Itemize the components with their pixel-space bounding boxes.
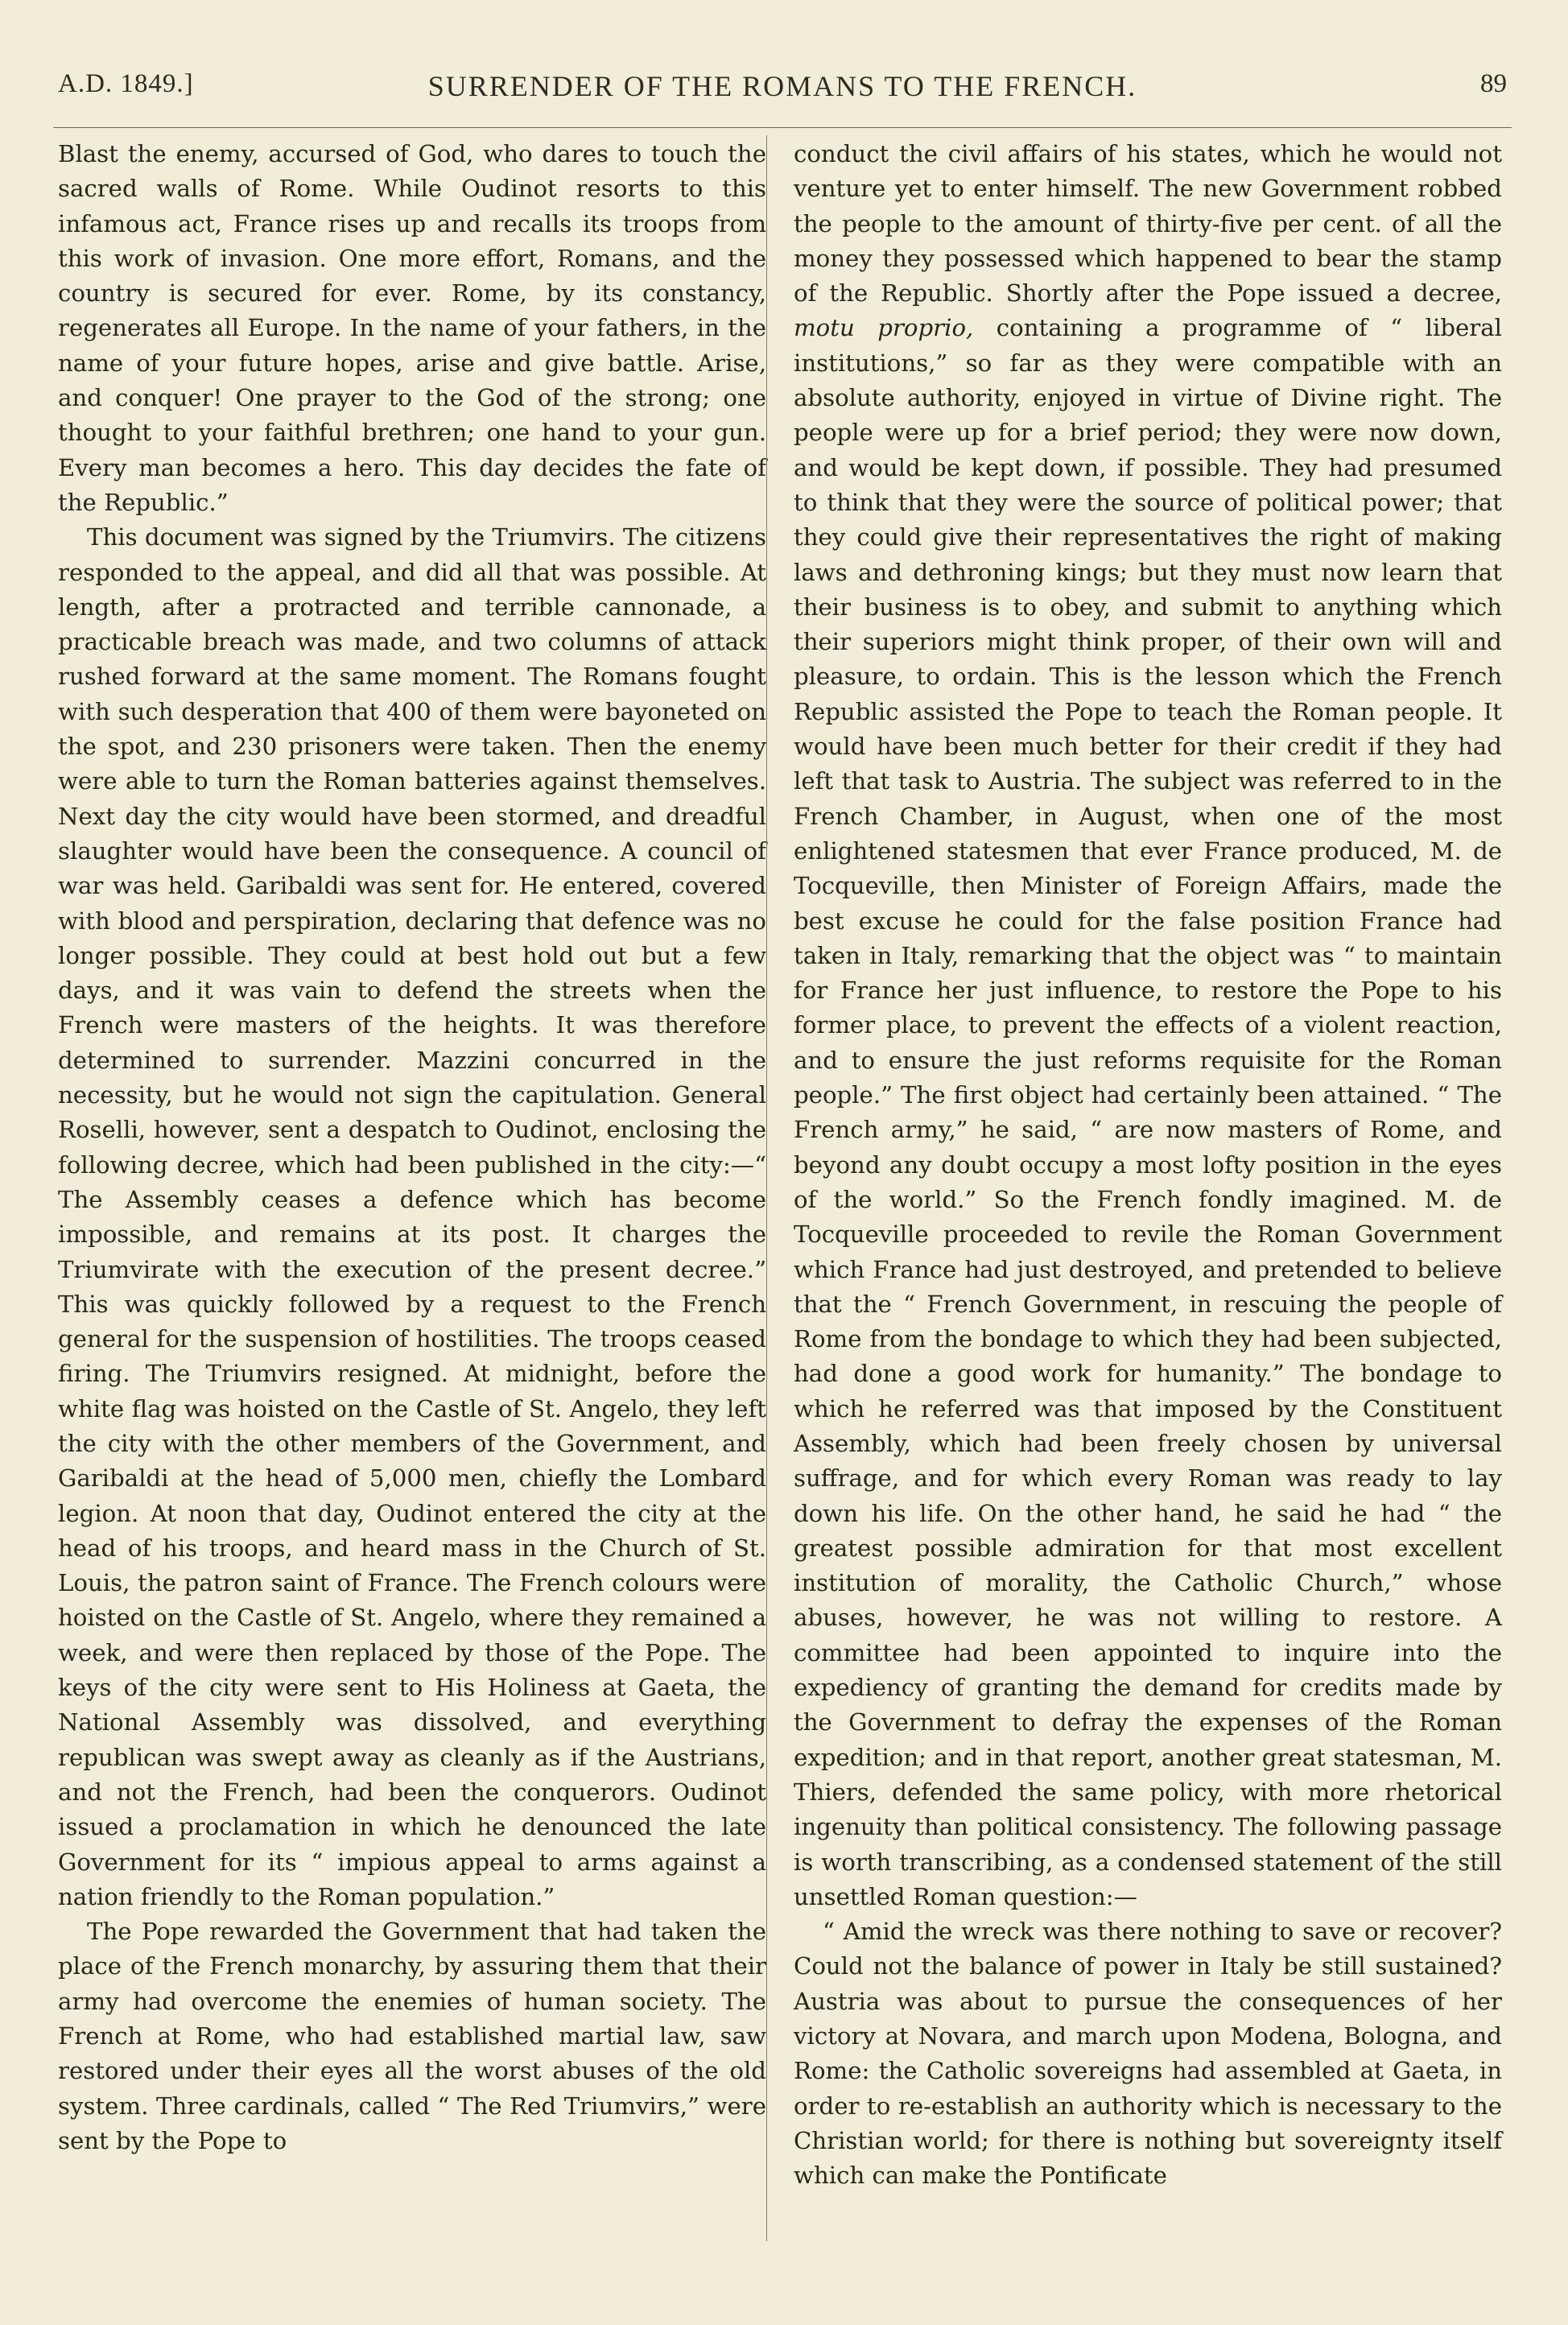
header-title: SURRENDER OF THE ROMANS TO THE FRENCH. (427, 70, 1137, 102)
running-header (58, 69, 1507, 118)
right-paragraph-1 (794, 137, 1502, 1914)
right-paragraph-1-start: conduct the civil affairs of his states, which he would not venture yet to enter himself. The new Government robbed the people to the amount of thirty-five per cent. of all the money they possessed which happened to bear the stamp of the Republic. Shortly after the Pope issued a decree, (794, 140, 1502, 308)
left-paragraph-1: Blast the enemy, accursed of God, who dares to touch the sacred walls of Rome. While Oudinot resorts to this infamous act, France rises up and recalls its troops from this work of invasion. One more effort, Romans, and the country is secured for ever. Rome, by its constancy, regenerates all Europe. In the name of your fathers, in the name of your future hopes, arise and give battle. Arise, and conquer! One prayer to the God of the strong; one thought to your faithful brethren; one hand to your gun. Every man becomes a hero. This day decides the fate of the Republic.” (58, 140, 766, 516)
left-paragraph-2: This document was signed by the Triumvirs. The citizens responded to the appeal, and did all that was possible. At length, after a protracted and terrible cannonade, a practicable breach was made, and two columns of attack rushed forward at the same moment. The Romans fought with such desperation that 400 of them were bayoneted on the spot, and 230 prisoners were taken. Then the enemy were able to turn the Roman batteries against themselves. Next day the city would have been stormed, and dreadful slaughter would have been the consequence. A council of war was held. Garibaldi was sent for. He entered, covered with blood and perspiration, declaring that defence was no longer possible. They could at best hold out but a few days, and it was vain to defend the streets when the French were masters of the heights. It was therefore determined to surrender. Mazzini concurred in the necessity, but he would not sign the capitulation. General Roselli, however, sent a despatch to Oudinot, enclosing the following decree, which had been published in the city:—“ The Assembly ceases a defence which has become impossible, and remains at its post. It charges the Triumvirate with the execution of the present decree.” This was quickly followed by a request to the French general for the suspension of hostilities. The troops ceased firing. The Triumvirs resigned. At midnight, before the white flag was hoisted on the Castle of St. Angelo, they left the city with the other members of the Government, and Garibaldi at the head of 5,000 men, chiefly the Lombard legion. At noon that day, Oudinot entered the city at the head of his troops, and heard mass in the Church of St. Louis, the patron saint of France. The French colours were hoisted on the Castle of St. Angelo, where they remained a week, and were then replaced by those of the Pope. The keys of the city were sent to His Holiness at Gaeta, the National Assembly was dissolved, and everything republican was swept away as cleanly as if the Austrians, and not the French, had been the conquerors. Oudinot issued a proclamation in which he denounced the late Government for its “ impious appeal to arms against a nation friendly to the Roman population.” (58, 523, 766, 1910)
column-divider (766, 135, 767, 2241)
page-number: 89 (1480, 69, 1507, 98)
left-paragraph-3: The Pope rewarded the Government that had taken the place of the French monarchy, by assuring them that their army had overcome the enemies of human society. The French at Rome, who had established martial law, saw restored under their eyes all the worst abuses of the old system. Three cardinals, called “ The Red Triumvirs,” were sent by the Pope to (58, 1918, 766, 2154)
latin-phrase: motu proprio, (794, 314, 974, 342)
right-paragraph-1-rest: containing a programme of “ liberal institutions,” so far as they were compatible with an absolute authority, enjoyed in virtue of Divine right. The people were up for a brief period; they were now down, and would be kept down, if possible. They had presumed to think that they were the source of political power; that they could give their representatives the right of making laws and dethroning kings; but they must now learn that their business is to obey, and submit to anything which their superiors might think proper, of their own will and pleasure, to ordain. This is the lesson which the French Republic assisted the Pope to teach the Roman people. It would have been much better for their credit if they had left that task to Austria. The subject was referred to in the French Chamber, in August, when one of the most enlightened statesmen that ever France produced, M. de Tocqueville, then Minister of Foreign Affairs, made the best excuse he could for the false position France had taken in Italy, remarking that the object was “ to maintain for France her just influence, to restore the Pope to his former place, to prevent the effects of a violent reaction, and to ensure the just reforms requisite for the Roman people.” The first object had certainly been attained. “ The French army,” he said, “ are now masters of Rome, and beyond any doubt occupy a most lofty position in the eyes of the world.” So the French fondly imagined. M. de Tocqueville proceeded to revile the Roman Government which France had just destroyed, and pretended to believe that the “ French Government, in rescuing the people of Rome from the bondage to which they had been subjected, had done a good work for humanity.” The bondage to which he referred was that imposed by the Constituent Assembly, which had been freely chosen by universal suffrage, and for which every Roman was ready to lay down his life. On the other hand, he said he had “ the greatest possible admiration for that most excellent institution of morality, the Catholic Church,” whose abuses, however, he was not willing to restore. A committee had been appointed to inquire into the expediency of granting the demand for credits made by the Government to defray the expenses of the Roman expedition; and in that report, another great statesman, M. Thiers, defended the same policy, with more rhetorical ingenuity than political consistency. The following passage is worth transcribing, as a condensed statement of the still unsettled Roman question:— (794, 314, 1502, 1910)
header-date: A.D. 1849.] (58, 69, 194, 98)
right-column (794, 137, 1502, 2238)
header-rule (53, 127, 1512, 128)
left-column (58, 137, 766, 2238)
right-paragraph-2: “ Amid the wreck was there nothing to save or recover? Could not the balance of power in Italy be still sustained? Austria was about to pursue the consequences of her victory at Novara, and march upon Modena, Bologna, and Rome: the Catholic sovereigns had assembled at Gaeta, in order to re-establish an authority which is necessary to the Christian world; for there is nothing but sovereignty itself which can make the Pontificate (794, 1918, 1502, 2190)
